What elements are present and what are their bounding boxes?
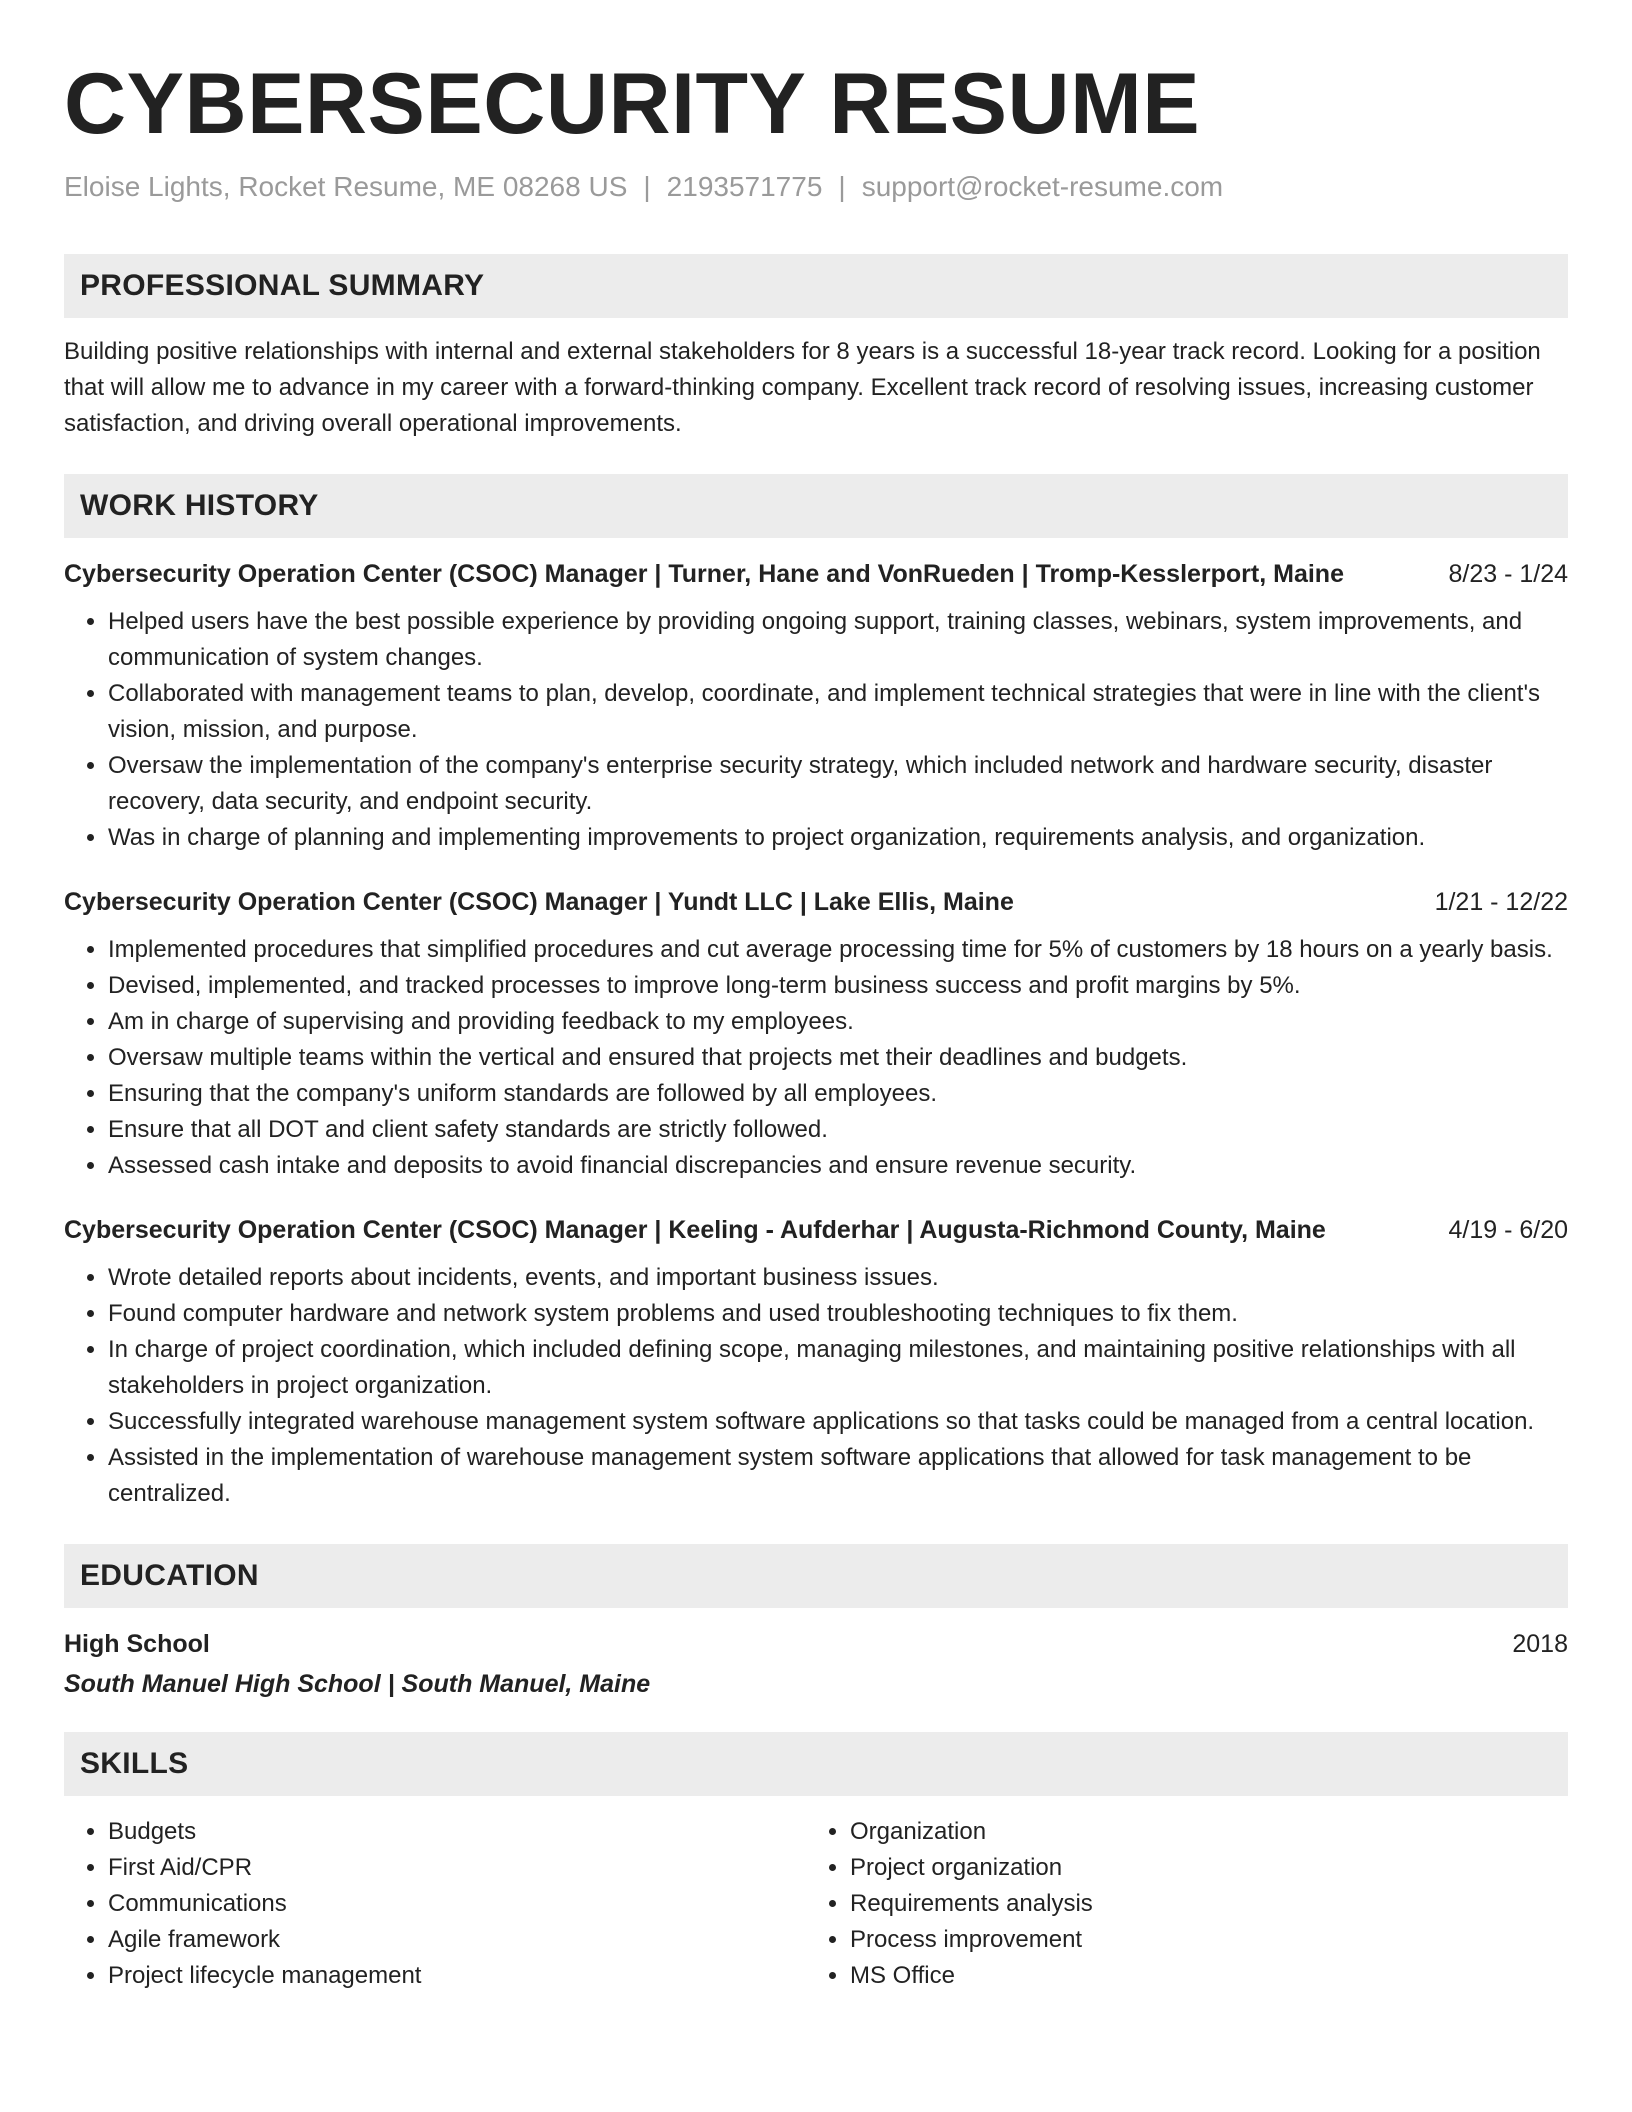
list-item: • Am in charge of supervising and providing feedback to my employees.: [108, 1004, 1568, 1040]
list-item: • Communications: [108, 1886, 806, 1922]
contact-line: [64, 170, 1568, 204]
job-dates: 1/21 - 12/22: [1434, 888, 1568, 916]
job-dates: 4/19 - 6/20: [1448, 1216, 1568, 1244]
list-item: • Implemented procedures that simplified procedures and cut average processing time for 5% of customers by 18 hours on a yearly basis.: [108, 932, 1568, 968]
section-header-skills: SKILLS: [64, 1732, 1568, 1796]
list-item: • Collaborated with management teams to plan, develop, coordinate, and implement technical strategies that were in line with the client's vision, mission, and purpose.: [108, 676, 1568, 748]
job-entry: [64, 886, 1568, 1184]
list-item: • Process improvement: [850, 1922, 1548, 1958]
list-item: • Oversaw the implementation of the company's enterprise security strategy, which included network and hardware security, disaster recovery, data security, and endpoint security.: [108, 748, 1568, 820]
job-title: Cybersecurity Operation Center (CSOC) Manager | Yundt LLC | Lake Ellis, Maine: [64, 888, 1014, 916]
contact-address: Eloise Lights, Rocket Resume, ME 08268 US: [64, 171, 628, 202]
contact-separator: |: [643, 171, 651, 202]
list-item: • Requirements analysis: [850, 1886, 1548, 1922]
contact-phone: 2193571775: [666, 171, 823, 202]
list-item: • Helped users have the best possible experience by providing ongoing support, training classes, webinars, system improvements, and communication of system changes.: [108, 604, 1568, 676]
job-title: Cybersecurity Operation Center (CSOC) Manager | Keeling - Aufderhar | Augusta-Richmond County, Maine: [64, 1216, 1326, 1244]
job-entry: [64, 1214, 1568, 1512]
section-header-education: EDUCATION: [64, 1544, 1568, 1608]
job-header: [64, 558, 1568, 590]
list-item: • Ensure that all DOT and client safety standards are strictly followed.: [108, 1112, 1568, 1148]
job-bullets: [64, 604, 1568, 856]
list-item: • Was in charge of planning and implementing improvements to project organization, requirements analysis, and organization.: [108, 820, 1568, 856]
skills-column-left: [64, 1814, 806, 1994]
list-item: • Oversaw multiple teams within the vertical and ensured that projects met their deadlines and budgets.: [108, 1040, 1568, 1076]
list-item: • Devised, implemented, and tracked processes to improve long-term business success and profit margins by 5%.: [108, 968, 1568, 1004]
education-degree: High School: [64, 1630, 210, 1658]
education-year: 2018: [1512, 1630, 1568, 1658]
list-item: • First Aid/CPR: [108, 1850, 806, 1886]
list-item: • Assisted in the implementation of warehouse management system software applications that allowed for task management to be centralized.: [108, 1440, 1568, 1512]
job-dates: 8/23 - 1/24: [1448, 560, 1568, 588]
education-entry: [64, 1628, 1568, 1700]
summary-text: Building positive relationships with internal and external stakeholders for 8 years is a successful 18-year track record. Looking for a position that will allow me to advance in my career with a forward-thinking company. Excellent track record of resolving issues, increasing customer satisfaction, and driving overall operational improvements.: [64, 338, 1541, 437]
skills-list: [806, 1814, 1548, 1994]
skills-list: [64, 1814, 806, 1994]
list-item: • Wrote detailed reports about incidents, events, and important business issues.: [108, 1260, 1568, 1296]
list-item: • Agile framework: [108, 1922, 806, 1958]
resume-title: CYBERSECURITY RESUME: [64, 56, 1201, 152]
education-school: South Manuel High School | South Manuel, Maine: [64, 1670, 651, 1698]
list-item: • MS Office: [850, 1958, 1548, 1994]
contact-email[interactable]: support@rocket-resume.com: [861, 171, 1224, 202]
education-header: [64, 1628, 1568, 1660]
job-header: [64, 886, 1568, 918]
list-item: • Successfully integrated warehouse management system software applications so that tasks could be managed from a central location.: [108, 1404, 1568, 1440]
job-header: [64, 1214, 1568, 1246]
job-bullets: [64, 932, 1568, 1184]
list-item: • Ensuring that the company's uniform standards are followed by all employees.: [108, 1076, 1568, 1112]
job-bullets: [64, 1260, 1568, 1512]
skills-column-right: [806, 1814, 1548, 1994]
skills-grid: [64, 1814, 1568, 1994]
section-header-summary: PROFESSIONAL SUMMARY: [64, 254, 1568, 318]
list-item: • Budgets: [108, 1814, 806, 1850]
list-item: • Project organization: [850, 1850, 1548, 1886]
list-item: • Project lifecycle management: [108, 1958, 806, 1994]
list-item: • Found computer hardware and network system problems and used troubleshooting techniques to fix them.: [108, 1296, 1568, 1332]
list-item: • In charge of project coordination, which included defining scope, managing milestones, and maintaining positive relationships with all stakeholders in project organization.: [108, 1332, 1568, 1404]
job-entry: [64, 558, 1568, 856]
list-item: • Assessed cash intake and deposits to avoid financial discrepancies and ensure revenue security.: [108, 1148, 1568, 1184]
section-header-work-history: WORK HISTORY: [64, 474, 1568, 538]
contact-separator: |: [838, 171, 846, 202]
list-item: • Organization: [850, 1814, 1548, 1850]
job-title: Cybersecurity Operation Center (CSOC) Manager | Turner, Hane and VonRueden | Tromp-Kesslerport, Maine: [64, 560, 1344, 588]
